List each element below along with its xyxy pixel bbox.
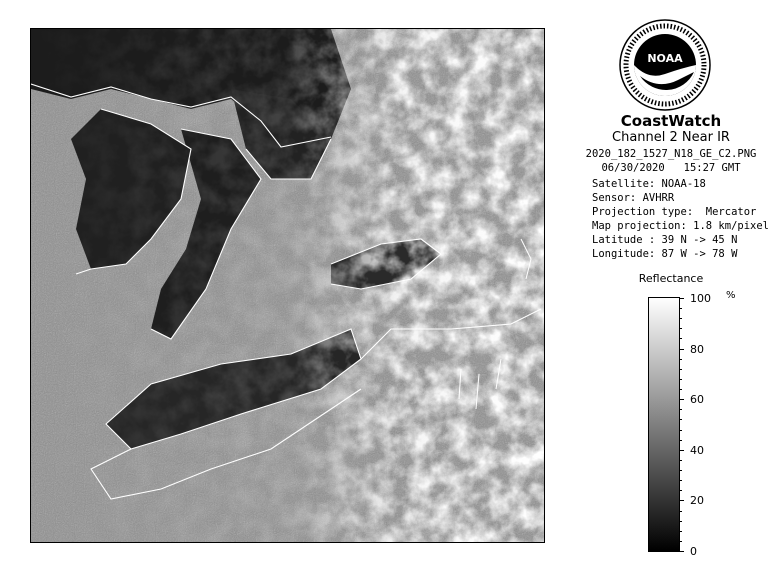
colorbar-ticks (679, 292, 739, 558)
colorbar-unit: % (726, 290, 736, 301)
satellite-map-graphic (31, 29, 544, 542)
colorbar-tick-label: 100 (690, 292, 711, 305)
colorbar-major-tick (679, 551, 684, 552)
colorbar-minor-tick (679, 318, 682, 319)
filename-label: 2020_182_1527_N18_GE_C2.PNG (585, 148, 757, 160)
colorbar-tick-label: 40 (690, 443, 704, 457)
satellite-label: Satellite: NOAA-18 (592, 178, 706, 190)
colorbar-title: Reflectance (638, 272, 704, 285)
colorbar-minor-tick (679, 419, 682, 420)
projection-type-label: Projection type: Mercator (592, 206, 757, 218)
colorbar-minor-tick (679, 430, 682, 431)
colorbar-minor-tick (679, 531, 682, 532)
colorbar-minor-tick (679, 511, 682, 512)
colorbar-minor-tick (679, 409, 682, 410)
colorbar-major-tick (679, 298, 684, 299)
map-projection-label: Map projection: 1.8 km/pixel (592, 220, 770, 232)
colorbar-major-tick (679, 399, 684, 400)
colorbar-minor-tick (679, 359, 682, 360)
colorbar-minor-tick (679, 460, 682, 461)
colorbar-minor-tick (679, 440, 682, 441)
datetime-label: 06/30/2020 15:27 GMT (601, 162, 741, 174)
colorbar-minor-tick (679, 389, 682, 390)
brand-title: CoastWatch (620, 112, 722, 130)
colorbar-minor-tick (679, 490, 682, 491)
colorbar-minor-tick (679, 470, 682, 471)
colorbar-minor-tick (679, 379, 682, 380)
colorbar-major-tick (679, 500, 684, 501)
colorbar-tick-label: 80 (690, 342, 704, 356)
longitude-label: Longitude: 87 W -> 78 W (592, 248, 738, 260)
colorbar-major-tick (679, 450, 684, 451)
colorbar-minor-tick (679, 369, 682, 370)
legend-panel (560, 0, 782, 572)
colorbar-tick-label: 0 (690, 545, 697, 558)
colorbar-tick-label: 60 (690, 393, 704, 407)
satellite-image (30, 28, 545, 543)
colorbar-tick-label: 20 (690, 494, 704, 508)
colorbar-minor-tick (679, 541, 682, 542)
colorbar-minor-tick (679, 480, 682, 481)
latitude-label: Latitude : 39 N -> 45 N (592, 234, 738, 246)
logo-text: NOAA (647, 52, 683, 65)
colorbar-minor-tick (679, 521, 682, 522)
noaa-logo-icon (618, 18, 712, 112)
colorbar-minor-tick (679, 338, 682, 339)
colorbar-major-tick (679, 349, 684, 350)
colorbar-gradient (648, 297, 680, 552)
colorbar-minor-tick (679, 308, 682, 309)
colorbar-minor-tick (679, 328, 682, 329)
channel-label: Channel 2 Near IR (612, 130, 730, 145)
sensor-label: Sensor: AVHRR (592, 192, 675, 204)
